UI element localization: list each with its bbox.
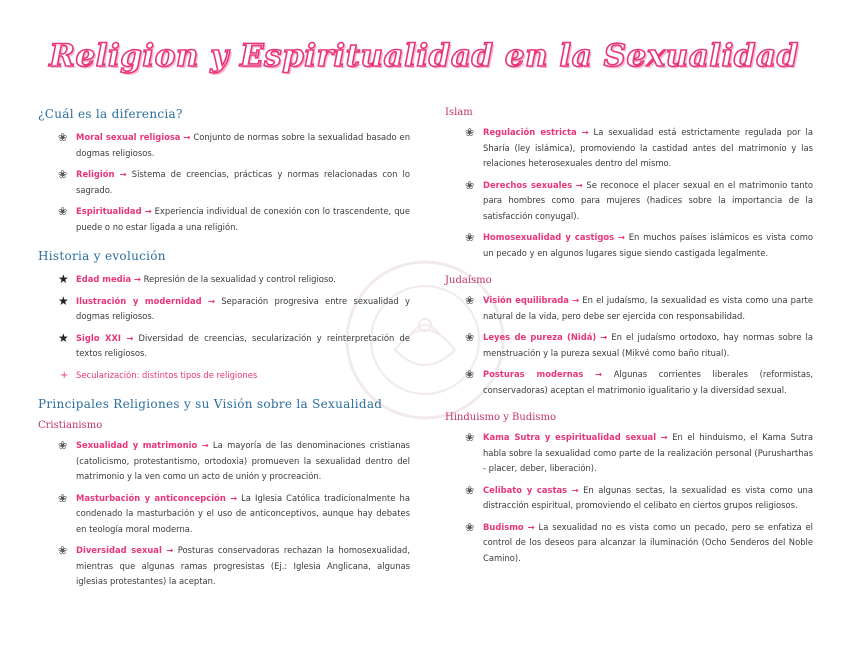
list-item [465,483,813,514]
arrow-icon: → [126,332,134,343]
section-heading: Historia y evolución [38,249,166,263]
flower-bullet-icon: ❀ [465,178,475,192]
list-item [465,125,813,172]
list-item [465,430,813,477]
arrow-icon: → [600,332,608,342]
arrow-icon: → [572,295,580,305]
flower-bullet-icon: ❀ [465,294,475,307]
subsection-heading: Islam [445,107,473,118]
subsection-heading: Cristianismo [38,420,103,431]
item-term: Diversidad sexual [76,545,162,555]
flower-bullet-icon: ❀ [465,331,475,344]
list-item [465,178,813,225]
note-item [58,368,410,384]
arrow-icon: → [119,169,127,179]
list-item [465,230,813,261]
item-text: La mayoría de las denominaciones cristianas (catolicismo, protestantismo, ortodoxia) promueven la sexualidad dentro del matrimonio y la ven como un acto de unión y procreación. [76,440,410,481]
flower-bullet-icon: ❀ [465,368,475,381]
star-bullet-icon: ★ [58,330,69,345]
list-item [465,330,813,361]
section-heading: ¿Cuál es la diferencia? [38,107,183,121]
item-term: Homosexualidad y castigos [483,232,615,242]
flower-bullet-icon: ❀ [58,131,68,144]
flower-bullet-icon: ❀ [58,491,68,505]
item-text: La sexualidad está estrictamente regulada por la Sharía (ley islámica), promoviendo la castidad antes del matrimonio y las relaciones heterosexuales dentro del mismo. [483,127,813,168]
item-text: Separación progresiva entre sexualidad y dogmas religiosos. [76,295,410,321]
item-text: Conjunto de normas sobre la sexualidad basado en dogmas religiosos. [76,132,411,158]
arrow-icon: → [166,545,174,555]
item-term: Regulación estricta [483,127,577,137]
flower-bullet-icon: ❀ [465,126,475,139]
item-text: Se reconoce el placer sexual en el matrimonio tanto para hombres como para mujeres (hadices sobre la importancia de la satisfacción conyugal). [483,179,814,221]
item-term: Posturas modernas [483,369,584,379]
item-term: Moral sexual religiosa [76,132,181,142]
item-text: En el hinduismo, el Kama Sutra habla sobre la sexualidad como parte de la realización personal (Purusharthas - placer, deber, liberación). [483,432,813,473]
page-title: Religion y Espiritualidad en la Sexualidad [49,38,799,74]
list-item [465,293,813,324]
arrow-icon: → [207,295,216,306]
item-text: La sexualidad no es vista como un pecado, pero se enfatiza el control de los deseos para alcanzar la iluminación (Ocho Senderos del Noble Camino). [483,521,813,563]
item-term: Espiritualidad [76,206,142,216]
subsection-heading: Judaísmo [445,275,492,286]
arrow-icon: → [595,369,603,379]
arrow-icon: → [133,274,141,284]
item-text: La Iglesia Católica tradicionalmente ha condenado la masturbación y el uso de anticonceptivos, aunque hay debates en teología moral moderna. [76,492,410,534]
arrow-icon: → [201,440,209,450]
section-heading: Principales Religiones y su Visión sobre la Sexualidad [38,397,383,411]
section-hinduismo [445,412,813,566]
item-text: Algunas corrientes liberales (reformistas, conservadoras) aceptan el matrimonio igualitario y la diversidad sexual. [483,369,813,395]
flower-bullet-icon: ❀ [465,483,475,497]
item-term: Ilustración y modernidad [76,295,202,306]
flower-bullet-icon: ❀ [465,520,475,534]
list-item [465,367,813,398]
item-term: Masturbación y anticoncepción [76,492,226,503]
item-text: Represión de la sexualidad y control religioso. [140,274,336,284]
left-column [38,107,410,604]
list-item [58,272,410,288]
item-term: Kama Sutra y espiritualidad sexual [483,432,657,442]
list-item [58,491,410,538]
hinduismo-list [445,430,813,566]
item-text: Sistema de creencias, prácticas y normas relacionadas con lo sagrado. [76,169,410,195]
item-text: En el judaísmo, la sexualidad es vista como una parte natural de la vida, pero debe ser ejercida con responsabilidad. [483,295,813,321]
flower-bullet-icon: ❀ [465,431,475,444]
islam-list [445,125,813,261]
arrow-icon: → [571,484,579,495]
item-term: Edad media [76,274,132,284]
list-item [58,294,410,325]
item-text: Experiencia individual de conexión con lo trascendente, que puede o no estar ligada a una religión. [76,206,410,232]
arrow-icon: → [660,432,668,442]
list-item [58,543,410,590]
item-term: Celibato y castas [483,484,568,495]
arrow-icon: → [575,179,583,190]
section-principales [38,397,410,590]
arrow-icon: → [581,127,589,137]
list-item [465,520,813,567]
section-judaismo [445,275,813,398]
section-islam [445,107,813,261]
item-term: Religión [76,169,115,179]
item-term: Budismo [483,521,524,532]
item-term: Leyes de pureza (Nidá) [483,332,597,342]
flower-bullet-icon: ❀ [58,205,68,218]
subsection-heading: Hinduismo y Budismo [445,412,557,423]
arrow-icon: → [229,492,237,503]
flower-bullet-icon: ❀ [58,544,68,557]
list-item [58,130,410,161]
list-item [58,331,410,362]
secularizacion-note: Secularización: distintos tipos de religiones [76,369,258,380]
diferencia-list [38,130,410,235]
item-text: Diversidad de creencias, secularización y reinterpretación de textos religiosos. [76,332,411,358]
item-term: Derechos sexuales [483,179,573,190]
item-text: Posturas conservadoras rechazan la homosexualidad, mientras que algunas ramas progresistas (Ej.: Iglesia Anglicana, algunas iglesias protestantes) la aceptan. [76,545,410,586]
right-column [445,107,813,580]
flower-bullet-icon: ❀ [58,168,68,181]
flower-bullet-icon: ❀ [58,439,68,452]
arrow-icon: → [183,132,191,142]
list-item [58,204,410,235]
item-text: En algunas sectas, la sexualidad es vista como una distracción espiritual, promoviendo el celibato en ciertos grupos religiosos. [483,484,813,510]
judaismo-list [445,293,813,398]
arrow-icon: → [617,232,625,242]
item-text: En muchos países islámicos es vista como un pecado y en algunos lugares sigue siendo castigada legalmente. [483,232,813,258]
item-term: Siglo XXI [76,332,122,343]
arrow-icon: → [144,206,152,216]
flower-bullet-icon: ❀ [465,231,475,244]
item-term: Visión equilibrada [483,295,569,305]
star-bullet-icon: ★ [58,272,69,286]
arrow-icon: → [527,521,535,532]
list-item [58,438,410,485]
historia-list [38,272,410,383]
cristianismo-list [38,438,410,590]
star-bullet-icon: ★ [58,293,69,308]
section-historia [38,249,410,383]
item-text: En el judaísmo ortodoxo, hay normas sobre la menstruación y la pureza sexual (Mikvé como baño ritual). [483,332,813,358]
section-diferencia [38,107,410,235]
item-term: Sexualidad y matrimonio [76,440,198,450]
plus-bullet-icon: + [60,369,69,381]
list-item [58,167,410,198]
